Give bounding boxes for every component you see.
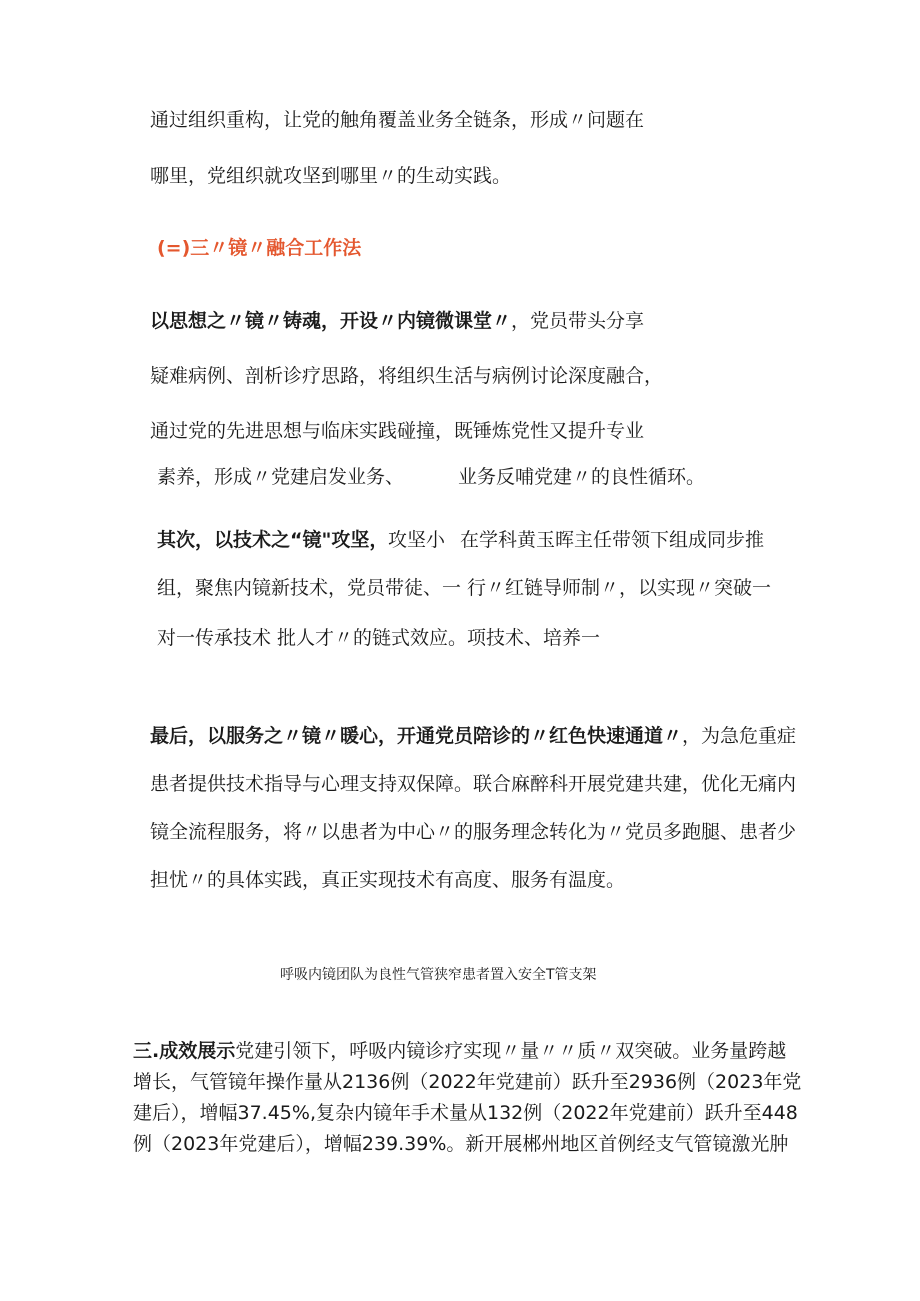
para3-line2: 组，聚焦内镜新技术，党员带徒、一 行〃红链导师制〃，以实现〃突破一 — [157, 577, 772, 599]
section3-heading: 三.成效展示 — [133, 1040, 236, 1062]
para5-line3: 建后），增幅37.45%,复杂内镜年手术量从132例（2022年党建前）跃升至448 — [133, 1102, 798, 1124]
para1-line1: 通过组织重构，让党的触角覆盖业务全链条，形成〃问题在 — [150, 109, 645, 131]
para2-line1 — [150, 307, 644, 335]
para5-line4: 例（2023年党建后），增幅239.39%。新开展郴州地区首例经支气管镜激光肿 — [133, 1133, 789, 1155]
para5-line2: 增长，气管镜年操作量从2136例（2022年党建前）跃升至2936例（2023年党 — [133, 1071, 802, 1093]
section-heading: (=)三〃镜〃融合工作法 — [157, 237, 362, 259]
para2-line4a: 素养，形成〃党建启发业务、 — [157, 466, 405, 488]
para2-line4b: 业务反哺党建〃的良性循环。 — [458, 466, 706, 488]
para2-line3: 通过党的先进思想与临床实践碰撞，既锤炼党性又提升专业 — [150, 420, 645, 442]
para2-line2: 疑难病例、剖析诊疗思路，将组织生活与病例讨论深度融合， — [150, 365, 664, 387]
para2-lead: 以思想之〃镜〃铸魂，开设〃内镜微课堂〃 — [150, 310, 512, 332]
para5-line1-rest: 党建引领下，呼吸内镜诊疗实现〃量〃〃质〃双突破。业务量跨越 — [235, 1040, 787, 1062]
para3-lead: 其次，以技术之“镜"攻坚， — [157, 529, 389, 551]
para4-line1 — [150, 722, 796, 750]
para4-lead: 最后，以服务之〃镜〃暖心，开通党员陪诊的〃红色快速通道〃 — [150, 725, 683, 747]
para4-line1-rest: ，为急危重症 — [682, 725, 797, 747]
para5-line1 — [133, 1037, 786, 1065]
para3-line1-mid: 攻坚小 — [388, 529, 446, 551]
image-caption: 呼吸内镜团队为良性气管狭窄患者置入安全T管支架 — [280, 967, 597, 983]
para1-line2: 哪里，党组织就攻坚到哪里〃的生动实践。 — [150, 165, 512, 187]
para2-line1-rest: ，党员带头分享 — [511, 310, 645, 332]
para4-line4: 担忧〃的具体实践，真正实现技术有高度、服务有温度。 — [150, 869, 626, 891]
para4-line3: 镜全流程服务，将〃以患者为中心〃的服务理念转化为〃党员多跑腿、患者少 — [150, 821, 797, 843]
para3-line1-right: 在学科黄玉晖主任带领下组成同步推 — [460, 529, 765, 551]
para3-line3: 对一传承技术 批人才〃的链式效应。项技术、培养一 — [157, 627, 601, 649]
para4-line2: 患者提供技术指导与心理支持双保障。联合麻醉科开展党建共建，优化无痛内 — [150, 773, 797, 795]
